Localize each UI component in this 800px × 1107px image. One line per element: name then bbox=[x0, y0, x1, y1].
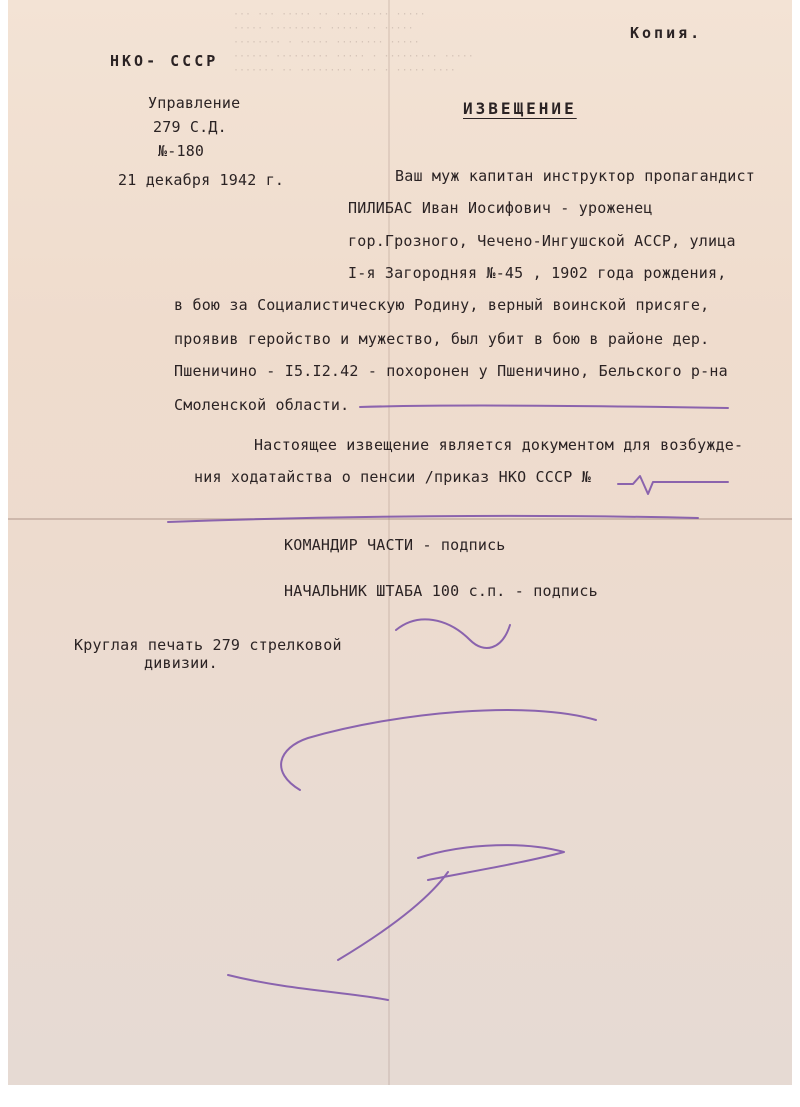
dept-line-1: Управление bbox=[148, 94, 241, 112]
body-line: I-я Загородняя №-45 , 1902 года рождения, bbox=[348, 264, 727, 282]
pension-line: Настоящее извещение является документом для возбужде- bbox=[254, 436, 744, 454]
body-line: Пшеничино - I5.I2.42 - похоронен у Пшеничино, Бельского р-на bbox=[174, 362, 728, 380]
document-title: ИЗВЕЩЕНИЕ bbox=[463, 99, 577, 118]
ink-order-dash bbox=[618, 476, 728, 494]
document-date: 21 декабря 1942 г. bbox=[118, 171, 285, 189]
ink-large-arc bbox=[281, 710, 596, 790]
document-number: №-180 bbox=[158, 142, 205, 160]
body-line: Смоленской области. bbox=[174, 396, 350, 414]
body-line: Ваш муж капитан инструктор пропагандист bbox=[395, 167, 755, 185]
bleed-through-text: ··· ··· ····· ·· ········· ····· ····· ········· ····· ·· ····· ········ · ····· ········ ····· ······ ········· ····· · ········· ····· ······· ·· ········· ··· · ····· ···· bbox=[233, 9, 474, 76]
dept-line-2: 279 С.Д. bbox=[153, 118, 227, 136]
document-sheet bbox=[8, 0, 792, 1085]
copy-mark: Копия. bbox=[630, 24, 703, 42]
paper-fold-horizontal bbox=[8, 518, 792, 520]
ink-lower-loop bbox=[418, 845, 564, 880]
ink-descender bbox=[338, 872, 448, 960]
commander-signature-line: КОМАНДИР ЧАСТИ - подпись bbox=[284, 536, 506, 554]
stamp-note-line-2: дивизии. bbox=[144, 654, 218, 672]
body-line: ПИЛИБАС Иван Иосифович - уроженец bbox=[348, 199, 653, 217]
body-line: в бою за Социалистическую Родину, верный воинской присяге, bbox=[174, 296, 710, 314]
stamp-note-line-1: Круглая печать 279 стрелковой bbox=[74, 636, 342, 654]
chief-of-staff-signature-line: НАЧАЛЬНИК ШТАБА 100 с.п. - подпись bbox=[284, 582, 598, 600]
ink-underline bbox=[360, 405, 728, 408]
ink-tail-stroke bbox=[228, 975, 388, 1000]
ink-signature-scribble bbox=[396, 619, 510, 648]
body-line: гор.Грозного, Чечено-Ингушской АССР, улица bbox=[348, 232, 736, 250]
body-line: проявив геройство и мужество, был убит в бою в районе дер. bbox=[174, 330, 710, 348]
pension-line: ния ходатайства о пенсии /приказ НКО СССР № bbox=[194, 468, 591, 486]
org-name: НКО- СССР bbox=[110, 52, 219, 70]
